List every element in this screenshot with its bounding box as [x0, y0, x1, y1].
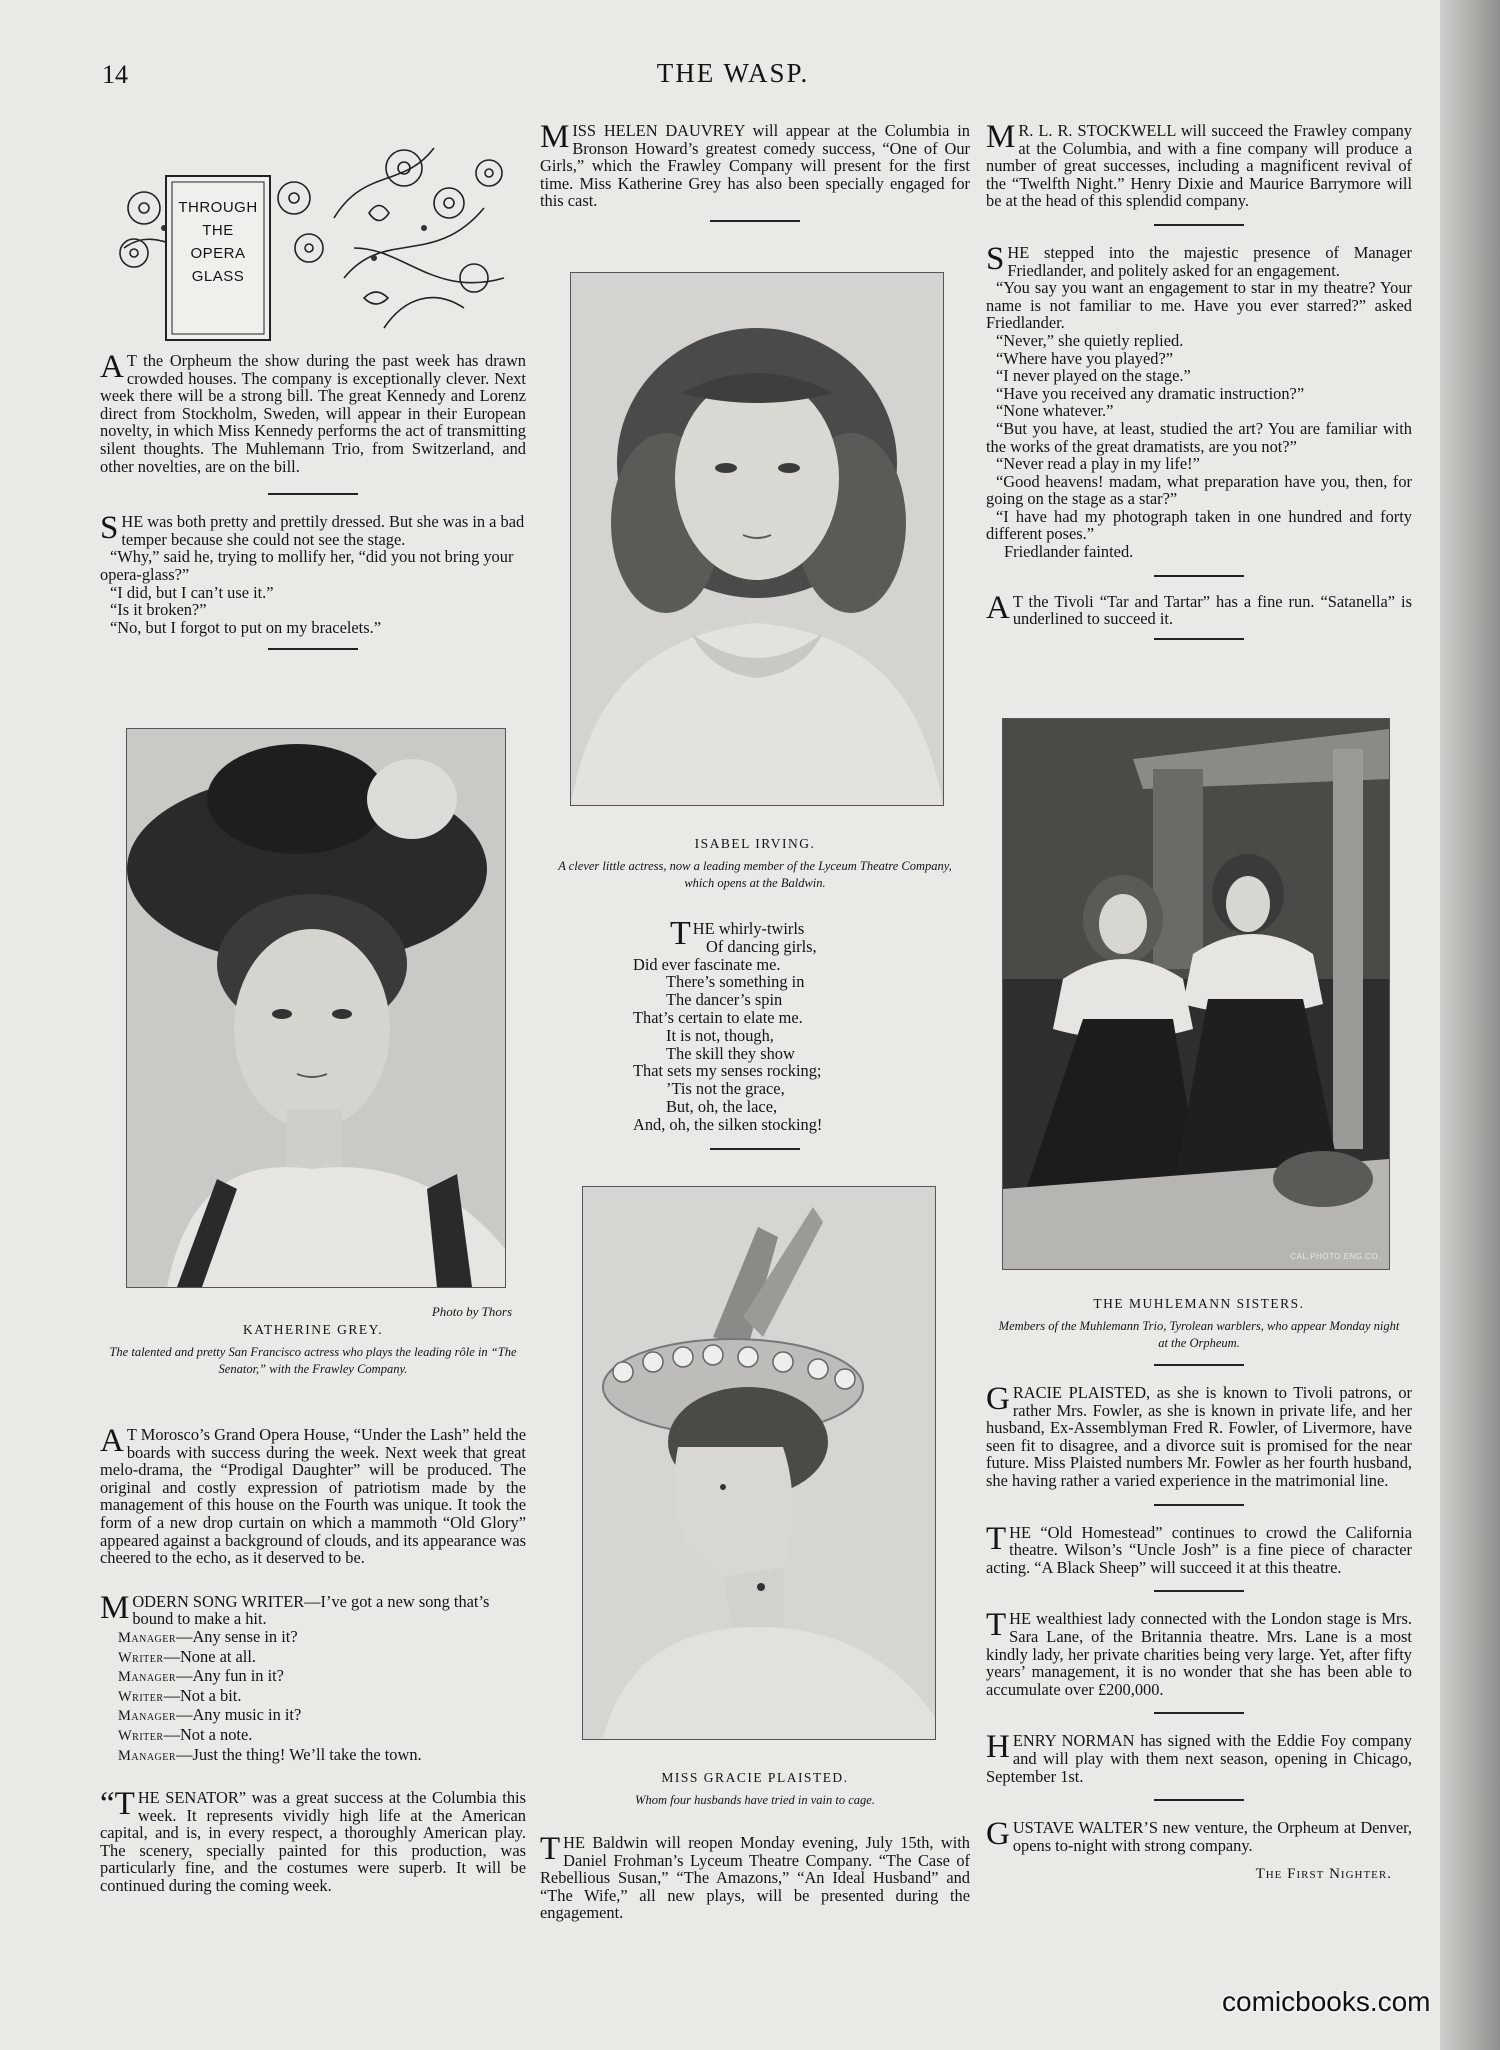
photo-credit: Photo by Thors — [431, 1304, 512, 1319]
photo-name: THE MUHLEMANN SISTERS. — [1093, 1296, 1305, 1311]
divider-rule — [1154, 638, 1244, 640]
divider-rule — [1154, 1504, 1244, 1506]
article-tivoli: A T the Tivoli “Tar and Tartar” has a fine run. “Satanella” is underlined to succeed it. — [986, 589, 1412, 629]
divider-rule — [710, 220, 800, 222]
engraver-mark: CAL.PHOTO.ENG.CO. — [1290, 1252, 1381, 1261]
divider-rule — [1154, 224, 1244, 226]
caption-katherine-grey — [100, 1304, 526, 1378]
column-1-lower — [100, 1423, 526, 1896]
article-gracie: GRACIE PLAISTED, as she is known to Tivoli patrons, or rather Mrs. Fowler, as she is known in private life, and her husband, Ex-Assemblyman Fred R. Fowler, of Livermore, have seen fit to disagree, and a divorce suit is promised for the near future. Miss Plaisted numbers Mr. Fowler as her fourth husband, she having rather a varied experience in the matrimonial line. — [986, 1381, 1412, 1490]
portrait-woman-hat-icon — [127, 729, 505, 1287]
two-women-scene-icon — [1003, 719, 1389, 1269]
signature-first-nighter: The First Nighter. — [1255, 1866, 1392, 1883]
article-homestead: THE “Old Homestead” continues to crowd the California theatre. Wilson’s “Uncle Josh” is a fine piece of character acting. “A Black Sheep” will succeed it at this theatre. — [986, 1520, 1412, 1577]
column-2-lower — [540, 1831, 970, 1923]
column-2 — [540, 119, 970, 222]
photo-caption: A clever little actress, now a leading member of the Lyceum Theatre Company, which opens at the Baldwin. — [558, 859, 952, 890]
article-lane: THE wealthiest lady connected with the London stage is Mrs. Sara Lane, of the Britannia theatre. Mrs. Lane is a most kindly lady, her private charities being very large. Yet, after fifty years’ management, it is no wonder that she has been able to accumulate over £200,000. — [986, 1607, 1412, 1699]
page-number: 14 — [102, 60, 128, 89]
watermark-logo: comicbooks.com — [1222, 1986, 1431, 2017]
column-3 — [986, 119, 1412, 640]
opera-glass-ornament — [104, 128, 524, 343]
caption-isabel-irving — [540, 836, 970, 892]
article-norman: HENRY NORMAN has signed with the Eddie Foy company and will play with them next season, opening in Chicago, September 1st. — [986, 1729, 1412, 1786]
portrait-profile-hat-icon — [583, 1187, 935, 1739]
caption-gracie-plaisted — [540, 1770, 970, 1809]
poem-whirly-twirls: THE whirly-twirls Of dancing girls, Did ever fascinate me. There’s something in The dancer’s spin That’s certain to elate me. It is not, though, The skill they show That sets my senses rocking; ’Tis not the grace, But, oh, the lace, And, oh, the silken stocking! — [540, 920, 970, 1150]
article-stockwell: M R. L. R. STOCKWELL will succeed the Frawley company at the Columbia, and with a fine company will produce a number of great successes, including a magnificent revival of the “Twelfth Night.” Henry Dixie and Maurice Barrymore will be at the head of this splendid company. — [986, 119, 1412, 211]
article-pretty: SHE was both pretty and prettily dressed. But she was in a bad temper because she could not see the stage. “Why,” said he, trying to mollify her, “did you not bring your opera-glass?” “I did, but I can’t use it.” “Is it broken?” “No, but I forgot to put on my bracelets.” — [100, 510, 525, 637]
divider-rule — [1154, 1799, 1244, 1801]
article-morosco: A T Morosco’s Grand Opera House, “Under the Lash” held the boards with success during the week. Next week that great melo-drama, the “Prodigal Daughter” will be produced. The original and costly expression of patriotism made by the management of this house on the Fourth was unique. It took the form of a new drop curtain on which a mammoth “Old Glory” appeared against a background of clouds, and its appearance was cheered to the echo, as it deserved to be. — [100, 1423, 526, 1568]
ornament-text-1: THROUGH — [178, 199, 258, 216]
ornament-text-4: GLASS — [191, 268, 245, 285]
photo-muhlemann-sisters — [1002, 718, 1390, 1270]
article-song-writer: MODERN SONG WRITER—I’ve got a new song that’s bound to make a hit. Manager—Any sense in it? Writer—None at all. Manager—Any fun in it? Writer—Not a bit. Manager—Any music in it? Writer—Not a note. Manager—Just the thing! We’ll take the town. — [100, 1589, 490, 1764]
photo-name: MISS GRACIE PLAISTED. — [661, 1770, 849, 1785]
photo-isabel-irving — [570, 272, 944, 806]
column-1 — [100, 349, 526, 650]
article-senator: “THE SENATOR” was a great success at the Columbia this week. It represents vividly high life at the American capital, and is, in every respect, a thoroughly American play. The scenery, specially painted for this production, was particularly fine, and the costumes were superb. It will be continued during the coming week. — [100, 1786, 526, 1896]
masthead-title: THE WASP. — [656, 58, 810, 88]
article-friedlander: SHE stepped into the majestic presence of Manager Friedlander, and politely asked for an engagement. “You say you want an engagement to star in my theatre? Your name is not familiar to me. Have you ever starred?” asked Friedlander. “Never,” she quietly replied. “Where have you played?” “I never played on the stage.” “Have you received any dramatic instruction?” “None whatever.” “But you have, at least, studied the art? You are familiar with the works of the great dramatists, are you not?” “Never read a play in my life!” “Good heavens! madam, what preparation have you, then, for going on the stage as a star?” “I have had my photograph taken in one hundred and forty different poses.” Friedlander fainted. — [986, 240, 1412, 562]
photo-caption: Members of the Muhlemann Trio, Tyrolean warblers, who appear Monday night at the Orpheum. — [998, 1319, 1400, 1350]
portrait-girl-curls-icon — [571, 273, 943, 805]
photo-name: KATHERINE GREY. — [243, 1322, 383, 1337]
photo-caption: Whom four husbands have tried in vain to cage. — [635, 1793, 875, 1807]
photo-caption: The talented and pretty San Francisco actress who plays the leading rôle in “The Senator,” with the Frawley Company. — [109, 1345, 517, 1376]
article-dauvrey: MISS HELEN DAUVREY will appear at the Columbia in Bronson Howard’s greatest comedy success, “One of Our Girls,” which the Frawley Company will present for the first time. Miss Katherine Grey has also been specially engaged for this cast. — [540, 119, 970, 211]
divider-rule — [710, 1148, 800, 1150]
divider-rule — [1154, 1712, 1244, 1714]
divider-rule — [268, 493, 358, 495]
article-baldwin: THE Baldwin will reopen Monday evening, July 15th, with Daniel Frohman’s Lyceum Theatre Company. “The Case of Rebellious Susan,” “The Amazons,” “An Ideal Husband” and “The Wife,” all new plays, will be presented during the engagement. — [540, 1831, 970, 1923]
divider-rule — [1154, 575, 1244, 577]
ornament-text-3: OPERA — [190, 245, 246, 262]
divider-rule — [1154, 1364, 1244, 1366]
caption-muhlemann-sisters — [986, 1296, 1412, 1366]
ornament-text-2: THE — [202, 222, 234, 239]
article-walter: GUSTAVE WALTER’S new venture, the Orpheum at Denver, opens to-night with strong company. — [986, 1816, 1412, 1855]
photo-katherine-grey — [126, 728, 506, 1288]
column-3-lower — [986, 1381, 1412, 1883]
photo-name: ISABEL IRVING. — [694, 836, 816, 851]
divider-rule — [1154, 1590, 1244, 1592]
divider-rule — [268, 648, 358, 650]
photo-gracie-plaisted — [582, 1186, 936, 1740]
page-binding-shadow — [1440, 0, 1500, 2050]
article-orpheum: A T the Orpheum the show during the past week has drawn crowded houses. The company is exceptionally clever. Next week there will be a strong bill. The great Kennedy and Lorenz direct from Stockholm, Sweden, will appear in their European novelty, in which Miss Kennedy performs the act of transmitting silent thoughts. The Muhlemann Trio, from Switzerland, and other novelties, are on the bill. — [100, 349, 526, 476]
